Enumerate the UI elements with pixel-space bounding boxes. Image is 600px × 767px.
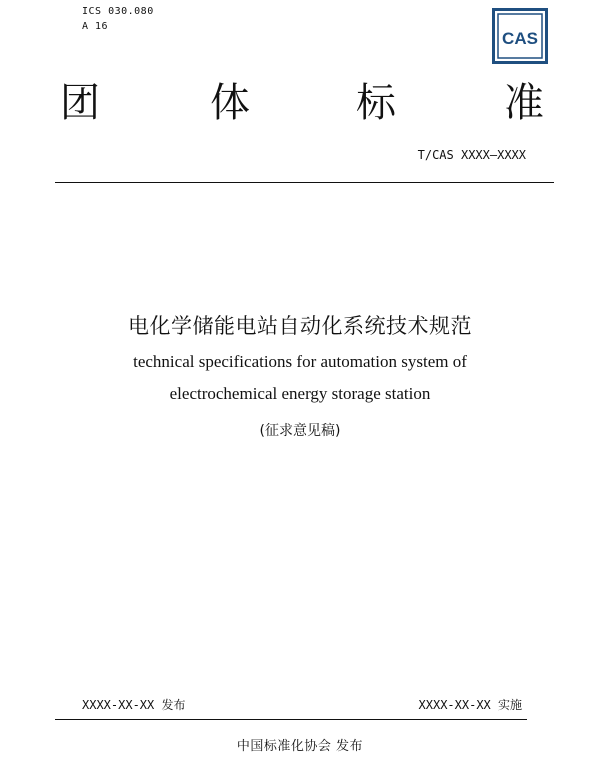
standard-type-char-3: 标 bbox=[356, 80, 396, 126]
title-english-line-1: technical specifications for automation system of bbox=[133, 352, 467, 371]
standard-type-heading bbox=[60, 78, 550, 128]
cas-logo-text: CAS bbox=[502, 29, 538, 48]
footer-divider bbox=[55, 719, 527, 720]
standard-type-char-2: 体 bbox=[210, 80, 250, 126]
standard-type-char-1: 团 bbox=[60, 80, 100, 126]
header-divider bbox=[55, 182, 554, 183]
draft-note: (征求意见稿) bbox=[259, 423, 341, 439]
title-english-line-2: electrochemical energy storage station bbox=[169, 384, 431, 403]
standard-type-char-4: 准 bbox=[504, 80, 544, 126]
ics-code: ICS 030.080 bbox=[82, 6, 154, 17]
publish-date: XXXX-XX-XX 发布 bbox=[82, 698, 186, 712]
classification-code: A 16 bbox=[82, 21, 109, 32]
cas-logo bbox=[492, 8, 548, 64]
title-chinese: 电化学储能电站自动化系统技术规范 bbox=[128, 314, 472, 338]
standard-number: T/CAS XXXX—XXXX bbox=[417, 148, 526, 162]
publisher: 中国标准化协会 发布 bbox=[236, 739, 364, 754]
implement-date: XXXX-XX-XX 实施 bbox=[418, 698, 522, 712]
